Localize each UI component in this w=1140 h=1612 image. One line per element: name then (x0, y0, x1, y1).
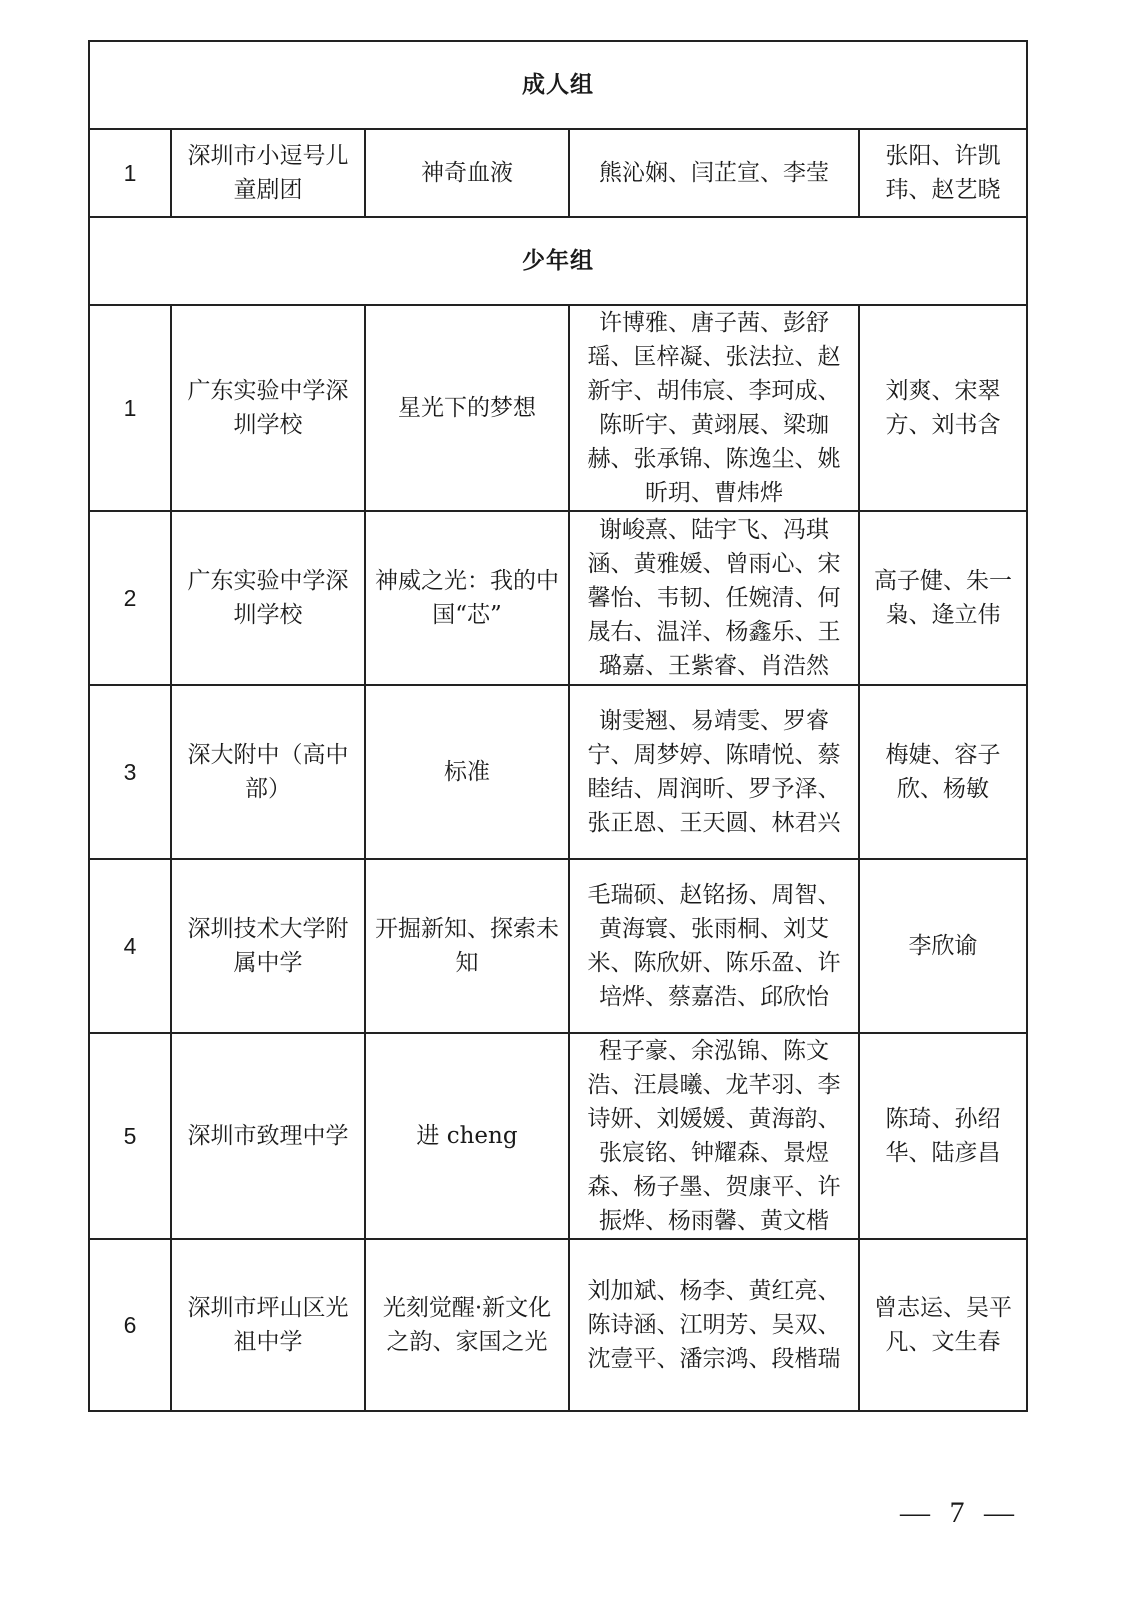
row-number: 2 (89, 511, 171, 685)
teachers-cell: 张阳、许凯玮、赵艺晓 (859, 129, 1027, 217)
members-cell: 许博雅、唐子茜、彭舒瑶、匡梓凝、张法拉、赵新宇、胡伟宸、李珂成、陈昕宇、黄翊展、梁珈赫、张承锦、陈逸尘、姚昕玥、曹炜烨 (569, 305, 859, 511)
row-number: 1 (89, 305, 171, 511)
members-cell: 毛瑞硕、赵铭扬、周智、黄海寰、张雨桐、刘艾米、陈欣妍、陈乐盈、许培烨、蔡嘉浩、邱欣怡 (569, 859, 859, 1033)
teachers-cell: 曾志运、吴平凡、文生春 (859, 1239, 1027, 1411)
unit-cell: 深圳市致理中学 (171, 1033, 365, 1239)
members-cell: 谢峻熹、陆宇飞、冯琪涵、黄雅媛、曾雨心、宋馨怡、韦韧、任婉清、何晟右、温洋、杨鑫乐、王璐嘉、王紫睿、肖浩然 (569, 511, 859, 685)
work-title-cell: 开掘新知、探索未知 (365, 859, 569, 1033)
work-title-cell: 星光下的梦想 (365, 305, 569, 511)
work-title-cell: 神威之光：我的中国“芯” (365, 511, 569, 685)
unit-cell: 深圳技术大学附属中学 (171, 859, 365, 1033)
teachers-cell: 高子健、朱一枭、逄立伟 (859, 511, 1027, 685)
table-row (89, 129, 1027, 217)
members-cell: 刘加斌、杨李、黄红亮、陈诗涵、江明芳、吴双、沈壹平、潘宗鸿、段楷瑞 (569, 1239, 859, 1411)
row-number: 1 (89, 129, 171, 217)
unit-cell: 深圳市坪山区光祖中学 (171, 1239, 365, 1411)
row-number: 5 (89, 1033, 171, 1239)
members-cell: 熊沁娴、闫芷宣、李莹 (569, 129, 859, 217)
row-number: 4 (89, 859, 171, 1033)
group-title: 少年组 (89, 217, 1027, 305)
work-title-cell: 光刻觉醒·新文化之韵、家国之光 (365, 1239, 569, 1411)
work-title-cell: 神奇血液 (365, 129, 569, 217)
table-row (89, 305, 1027, 511)
members-cell: 谢雯翘、易靖雯、罗睿宁、周梦婷、陈晴悦、蔡睦结、周润昕、罗予泽、张正恩、王天圆、林君兴 (569, 685, 859, 859)
row-number: 6 (89, 1239, 171, 1411)
teachers-cell: 梅婕、容子欣、杨敏 (859, 685, 1027, 859)
group-header-row (89, 217, 1027, 305)
teachers-cell: 刘爽、宋翠方、刘书含 (859, 305, 1027, 511)
table-row (89, 685, 1027, 859)
table-row (89, 859, 1027, 1033)
work-title-cell: 进 cheng (365, 1033, 569, 1239)
members-cell: 程子豪、余泓锦、陈文浩、汪晨曦、龙芊羽、李诗妍、刘媛媛、黄海韵、张宸铭、钟耀森、景煜森、杨子墨、贺康平、许振烨、杨雨馨、黄文楷 (569, 1033, 859, 1239)
table-row (89, 1239, 1027, 1411)
work-title-cell: 标准 (365, 685, 569, 859)
award-table (88, 40, 1028, 1412)
unit-cell: 深圳市小逗号儿童剧团 (171, 129, 365, 217)
table-row (89, 1033, 1027, 1239)
table-row (89, 511, 1027, 685)
row-number: 3 (89, 685, 171, 859)
group-header-row (89, 41, 1027, 129)
unit-cell: 广东实验中学深圳学校 (171, 305, 365, 511)
group-title: 成人组 (89, 41, 1027, 129)
unit-cell: 深大附中（高中部） (171, 685, 365, 859)
teachers-cell: 李欣谕 (859, 859, 1027, 1033)
page-number: — 7 — (900, 1496, 1020, 1529)
teachers-cell: 陈琦、孙绍华、陆彦昌 (859, 1033, 1027, 1239)
unit-cell: 广东实验中学深圳学校 (171, 511, 365, 685)
